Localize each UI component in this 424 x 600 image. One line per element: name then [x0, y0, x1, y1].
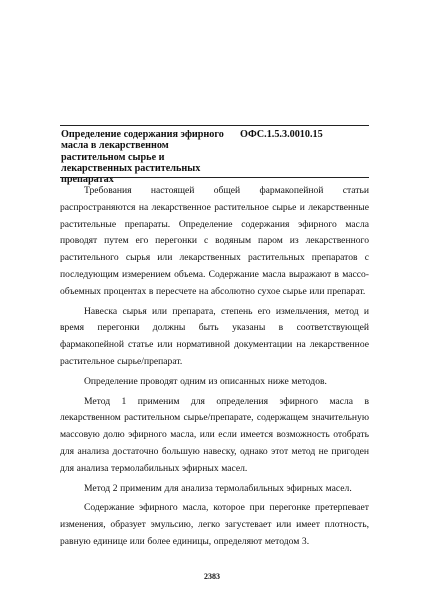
article-code: ОФС.1.5.3.0010.15 — [240, 129, 323, 140]
article-body — [60, 183, 369, 554]
paragraph-method-1: Метод 1 применим для определения эфирного масла в лекарственном растительном сырье/препарате, содержащем значительную массовую долю эфирного масла, или если имеется возможность отобрать для анализа достаточно большую навеску, однако этот метод не пригоден для анализа термолабильных эфирных масел. — [60, 395, 369, 474]
paragraph-sample: Навеска сырья или препарата, степень его измельчения, метод и время перегонки должны быть указаны в соответствующей фармакопейной статье или нормативной документации на лекарственное растительное сырье/препарат. — [60, 305, 369, 367]
article-title: Определение содержания эфирного масла в лекарственном растительном сырье и лекарственных растительных препаратах — [61, 129, 224, 186]
paragraph-method-3: Содержание эфирного масла, которое при перегонке претерпевает изменения, образует эмульсию, легко загустевает или имеет плотность, равную единице или более единицы, определяют методом 3. — [60, 502, 369, 547]
paragraph-methods-intro: Определение проводят одним из описанных ниже методов. — [84, 375, 327, 387]
page-number: 2383 — [204, 572, 220, 581]
header-top-rule — [60, 125, 369, 126]
paragraph-method-2: Метод 2 применим для анализа термолабильных эфирных масел. — [84, 482, 352, 494]
header-bottom-rule — [60, 177, 369, 178]
paragraph-scope: Требования настоящей общей фармакопейной статьи распространяются на лекарственное растительное сырье и лекарственные растительные препараты. Определение содержания эфирного масла проводят путем его перегонки с водяным паром из лекарственного растительного сырья или лекарственных растительных препаратов с последующим измерением объема. Содержание масла выражают в массо-объемных процентах в пересчете на абсолютно сухое сырье или препарат. — [60, 185, 369, 297]
